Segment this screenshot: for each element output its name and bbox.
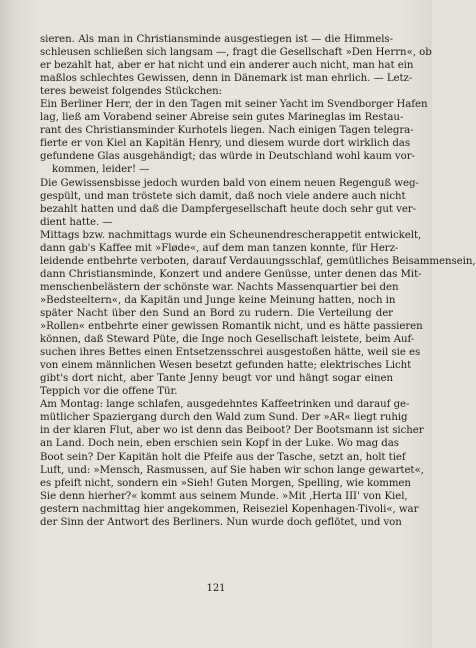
text-line: dann gab's Kaffee mit »Fløde«, auf dem man tanzen konnte, für Herz-: [40, 242, 399, 254]
text-line: schleusen schließen sich langsam —, fragt die Gesellschaft »Den Herrn«, ob: [40, 47, 432, 59]
text-line: teres beweist folgendes Stückchen:: [40, 86, 222, 98]
text-line: maßlos schlechtes Gewissen, denn in Dänemark ist man ehrlich. — Letz-: [40, 73, 413, 85]
text-line: »Bedsteeltern«, da Kapitän und Junge keine Meinung hatten, noch in: [40, 294, 396, 306]
text-line: von einem männlichen Wesen besetzt gefunden hatte; elektrisches Licht: [40, 360, 412, 372]
text-line: Mittags bzw. nachmittags wurde ein Scheunendrescherappetit entwickelt,: [40, 229, 422, 241]
text-line: Am Montag: lange schlafen, ausgedehntes Kaffeetrinken und darauf ge-: [40, 399, 410, 411]
text-line: kommen, leider! —: [52, 164, 150, 176]
text-line: Boot sein? Der Kapitän holt die Pfeife aus der Tasche, setzt an, holt tief: [40, 451, 406, 463]
text-line: leidende entbehrte verboten, darauf Verdauungsschlaf, gemütliches Beisammensein,: [40, 255, 476, 267]
text-line: lag, ließ am Vorabend seiner Abreise sein gutes Marineglas im Restau-: [40, 112, 404, 124]
text-line: an Land. Doch nein, eben erschien sein Kopf in der Luke. Wo mag das: [40, 438, 399, 450]
text-line: sieren. Als man in Christiansminde ausgestiegen ist — die Himmels-: [40, 34, 393, 45]
text-line: fierte er von Kiel an Kapitän Henry, und diesem wurde dort wirklich das: [40, 138, 410, 150]
text-line: es pfeift nicht, sondern ein »Sieh! Guten Morgen, Spelling, wie kommen: [40, 477, 411, 489]
text-line: Sie denn hierher?« kommt aus seinem Munde. »Mit ‚Herta III' von Kiel,: [40, 490, 408, 502]
text-line: Ein Berliner Herr, der in den Tagen mit seiner Yacht im Svendborger Hafen: [40, 99, 428, 111]
text-line: »Rollen« entbehrte einer gewissen Romantik nicht, und es hätte passieren: [40, 321, 423, 333]
text-line: bezahlt hatten und daß die Dampfergesellschaft heute doch sehr gut ver-: [40, 203, 417, 215]
body-text: [40, 33, 476, 529]
text-line: gefundene Glas ausgehändigt; das würde in Deutschland wohl kaum vor-: [40, 151, 415, 163]
text-line: der Sinn der Antwort des Berliners. Nun wurde doch geflötet, und von: [40, 516, 402, 528]
text-line: menschenbelästern der schönste war. Nachts Massenquartier bei den: [40, 281, 399, 293]
text-line: dann Christiansminde, Konzert und andere Genüsse, unter denen das Mit-: [40, 268, 422, 280]
text-line: er bezahlt hat, aber er hat nicht und ein anderer auch nicht, man hat ein: [40, 60, 414, 72]
text-line: gespült, und man tröstete sich damit, daß noch viele andere auch nicht: [40, 190, 406, 202]
text-line: Teppich vor die offene Tür.: [40, 386, 178, 398]
text-line: Luft, und: »Mensch, Rasmussen, auf Sie haben wir schon lange gewartet«,: [40, 464, 424, 476]
text-line: später Nacht über den Sund an Bord zu rudern. Die Verteilung der: [40, 307, 393, 319]
text-line: können, daß Steward Püte, die Inge noch Gesellschaft leistete, beim Auf-: [40, 334, 415, 346]
text-line: gibt's dort nicht, aber Tante Jenny beugt vor und hängt sogar einen: [40, 373, 393, 385]
text-line: mütlicher Spaziergang durch den Wald zum Sund. Der »AR« liegt ruhig: [40, 412, 408, 424]
text-line: Die Gewissensbisse jedoch wurden bald von einem neuen Regenguß weg-: [40, 177, 419, 189]
text-line: in der klaren Flut, aber wo ist denn das Beiboot? Der Bootsmann ist sicher: [40, 425, 424, 437]
text-line: dient hatte. —: [40, 216, 113, 228]
text-line: gestern nachmittag hier angekommen, Reiseziel Kopenhagen-Tivoli«, war: [40, 503, 419, 515]
text-line: suchen ihres Bettes einen Entsetzensschrei ausgestoßen hätte, weil sie es: [40, 347, 421, 359]
page-number: 121: [206, 583, 226, 594]
text-line: rant des Christiansminder Kurhotels liegen. Nach einigen Tagen telegra-: [40, 125, 414, 137]
